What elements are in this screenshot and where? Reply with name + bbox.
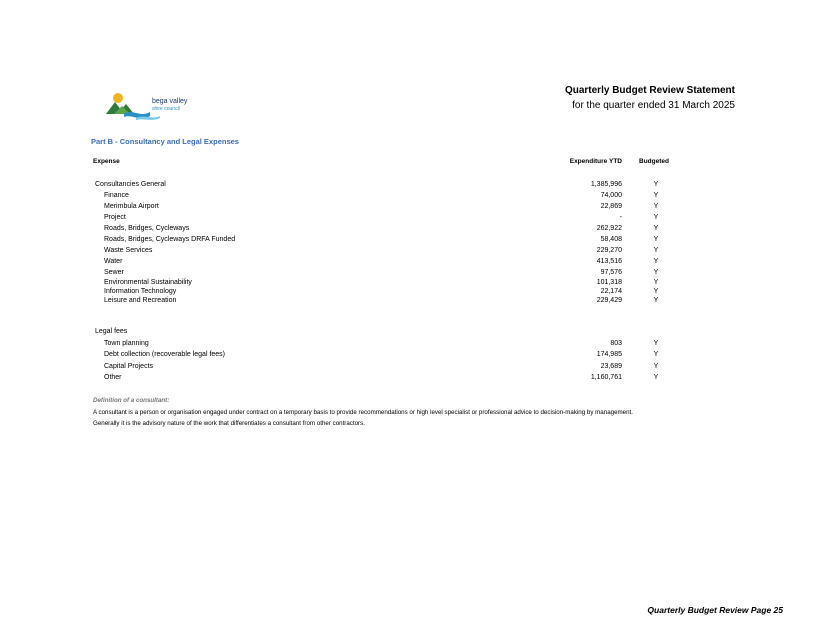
table-row <box>0 363 825 373</box>
table-row-legal-fees <box>0 328 825 338</box>
row-ytd: 23,689 <box>600 363 622 370</box>
row-label: Leisure and Recreation <box>104 297 177 304</box>
row-budgeted: Y <box>653 236 659 243</box>
row-label: Finance <box>104 192 129 199</box>
row-label: Sewer <box>104 269 124 276</box>
row-budgeted: Y <box>653 374 659 381</box>
row-label: Information Technology <box>104 288 177 295</box>
row-budgeted: Y <box>653 247 659 254</box>
table-row <box>0 225 825 235</box>
definition-heading: Definition of a consultant: <box>93 397 170 404</box>
row-budgeted: Y <box>653 258 659 265</box>
row-ytd: - <box>619 214 622 221</box>
column-header-ytd: Expenditure YTD <box>569 158 622 165</box>
row-budgeted: Y <box>653 192 659 199</box>
row-ytd: 22,869 <box>600 203 622 210</box>
page-footer: Quarterly Budget Review Page 25 <box>647 605 783 615</box>
row-label: Debt collection (recoverable legal fees) <box>104 351 226 358</box>
row-ytd: 97,576 <box>600 269 622 276</box>
row-budgeted: Y <box>653 269 659 276</box>
table-row <box>0 297 825 307</box>
row-ytd: 229,429 <box>596 297 622 304</box>
row-ytd: 1,160,761 <box>590 374 622 381</box>
row-label: Project <box>104 214 126 221</box>
table-row <box>0 340 825 350</box>
table-row-consultancies-general <box>0 181 825 191</box>
column-header-budgeted: Budgeted <box>639 158 669 165</box>
row-ytd: 262,922 <box>596 225 622 232</box>
row-label: Roads, Bridges, Cycleways <box>104 225 190 232</box>
row-ytd: 174,985 <box>596 351 622 358</box>
row-label: Waste Services <box>104 247 153 254</box>
row-budgeted: Y <box>653 363 659 370</box>
row-budgeted: Y <box>653 214 659 221</box>
table-row <box>0 214 825 224</box>
row-ytd: 101,318 <box>596 279 622 286</box>
row-label: Consultancies General <box>95 181 166 188</box>
section-title: Part B - Consultancy and Legal Expenses <box>91 137 239 146</box>
row-budgeted: Y <box>653 279 659 286</box>
row-label: Water <box>104 258 123 265</box>
table-row <box>0 374 825 384</box>
definition-text: A consultant is a person or organisation engaged under contract on a temporary basis to provide recommendations or high level specialist or professional advice to decision-making by management. Generally it is the advisory nature of the work that differentiates a consultant from other contractors. <box>93 409 633 427</box>
row-budgeted: Y <box>653 288 659 295</box>
row-ytd: 74,000 <box>600 192 622 199</box>
table-row <box>0 258 825 268</box>
table-row <box>0 192 825 202</box>
column-header-expense: Expense <box>93 158 120 165</box>
row-budgeted: Y <box>653 203 659 210</box>
row-budgeted: Y <box>653 297 659 304</box>
table-row <box>0 351 825 361</box>
table-row <box>0 247 825 257</box>
council-logo <box>104 92 196 122</box>
row-label: Merimbula Airport <box>104 203 159 210</box>
row-ytd: 413,516 <box>596 258 622 265</box>
table-row <box>0 203 825 213</box>
row-label: Capital Projects <box>104 363 154 370</box>
row-label: Environmental Sustainability <box>104 279 192 286</box>
row-ytd: 22,174 <box>600 288 622 295</box>
row-label: Other <box>104 374 122 381</box>
row-budgeted: Y <box>653 225 659 232</box>
statement-title: Quarterly Budget Review Statement <box>564 85 735 96</box>
row-label: Town planning <box>104 340 149 347</box>
statement-subtitle: for the quarter ended 31 March 2025 <box>572 100 735 111</box>
logo-subname: shire council <box>152 106 180 112</box>
row-budgeted: Y <box>653 351 659 358</box>
row-ytd: 58,408 <box>600 236 622 243</box>
table-row <box>0 236 825 246</box>
row-ytd: 229,270 <box>596 247 622 254</box>
row-label: Roads, Bridges, Cycleways DRFA Funded <box>104 236 236 243</box>
row-ytd: 1,385,996 <box>590 181 622 188</box>
row-budgeted: Y <box>653 340 659 347</box>
row-budgeted: Y <box>653 181 659 188</box>
row-label: Legal fees <box>95 328 128 335</box>
row-ytd: 803 <box>610 340 622 347</box>
table-row <box>0 269 825 279</box>
logo-sun <box>113 93 123 103</box>
logo-name: bega valley <box>152 98 188 105</box>
